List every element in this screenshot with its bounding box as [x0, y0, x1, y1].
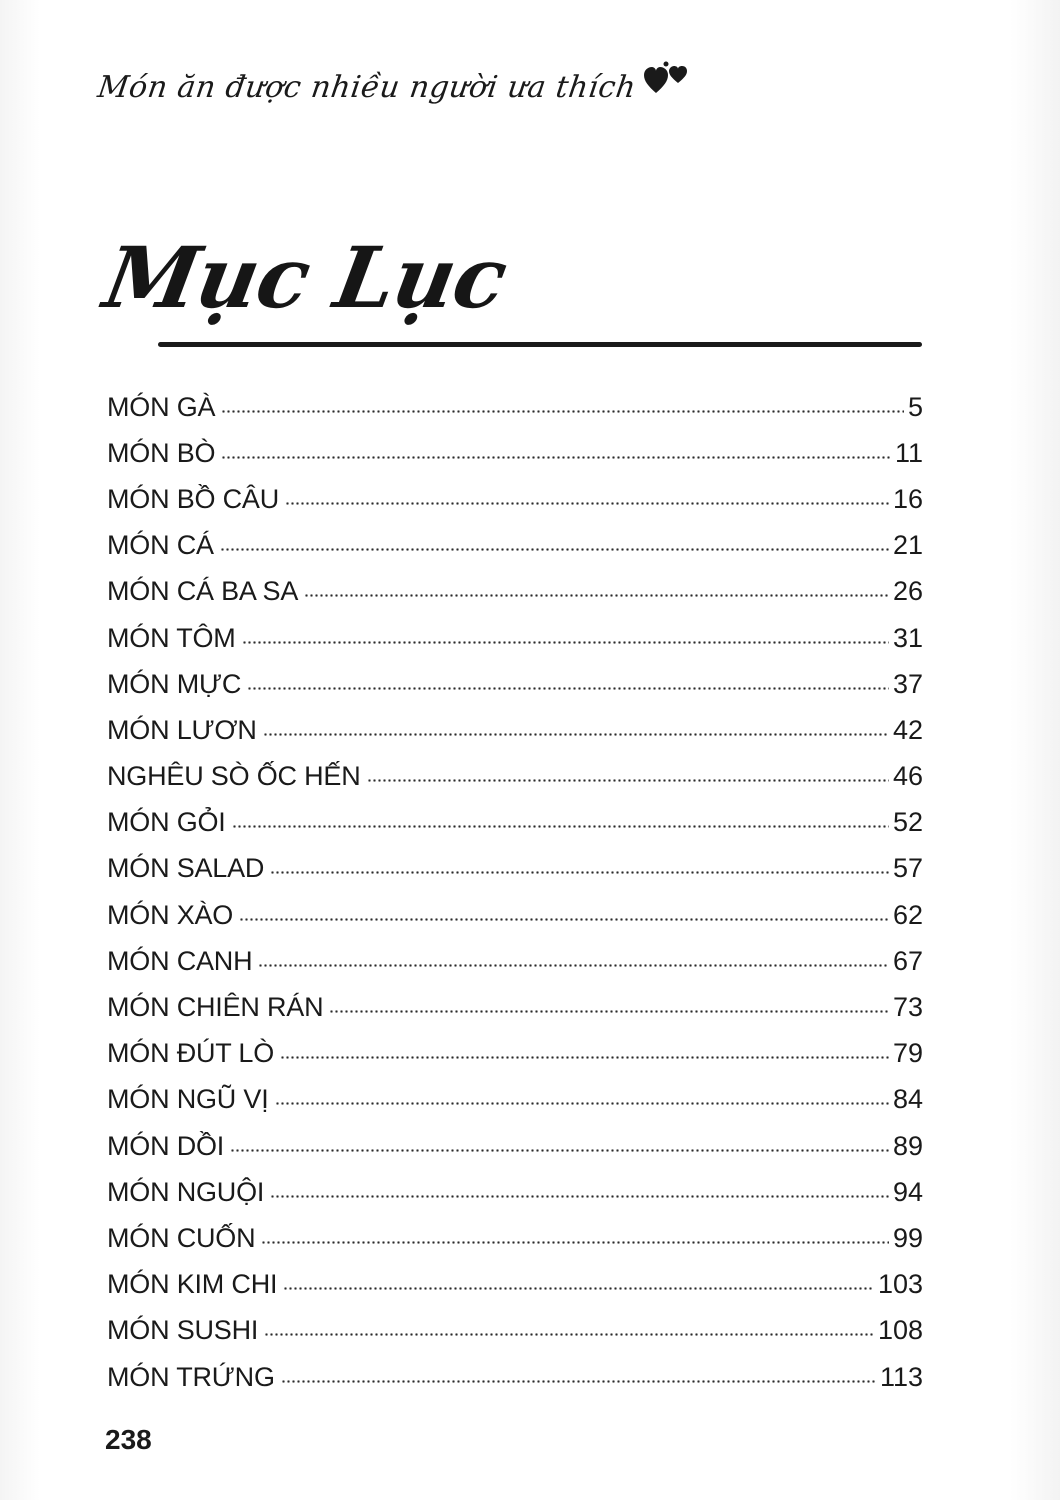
- toc-entry: [107, 523, 923, 569]
- toc-entry-page: 16: [892, 483, 923, 514]
- toc-dot-leader: [230, 1149, 889, 1152]
- running-header: [95, 62, 690, 112]
- toc-entry-label: MÓN GỎI: [107, 807, 226, 838]
- toc-entry: [107, 1031, 923, 1077]
- toc-entry-label: MÓN KIM CHI: [107, 1269, 278, 1300]
- toc-dot-leader: [329, 1010, 889, 1013]
- running-header-title: Món ăn được nhiều người ưa thích: [95, 69, 639, 105]
- toc-entry-page: 73: [892, 992, 923, 1023]
- toc-entry-label: MÓN SALAD: [107, 853, 265, 884]
- toc-entry-label: MÓN CANH: [107, 945, 253, 976]
- toc-entry-label: MÓN CHIÊN RÁN: [107, 992, 324, 1023]
- toc-entry-page: 46: [892, 761, 923, 792]
- toc-entry: [107, 661, 923, 707]
- page-title: Mục Lục: [97, 228, 514, 327]
- toc-entry-label: MÓN SUSHI: [107, 1315, 259, 1346]
- toc-entry: [107, 615, 923, 661]
- toc-dot-leader: [280, 1056, 889, 1059]
- toc-entry-page: 37: [892, 668, 923, 699]
- toc-dot-leader: [263, 733, 889, 736]
- toc-entry: [107, 384, 923, 430]
- toc-entry: [107, 1308, 923, 1354]
- toc-entry-label: MÓN TÔM: [107, 622, 236, 653]
- toc-entry-page: 31: [892, 622, 923, 653]
- toc-dot-leader: [258, 964, 889, 967]
- toc-entry-page: 94: [892, 1176, 923, 1207]
- toc-entry-page: 62: [892, 899, 923, 930]
- page-number: 238: [105, 1424, 152, 1455]
- toc-entry-page: 26: [892, 576, 923, 607]
- toc-dot-leader: [285, 502, 889, 505]
- toc-dot-leader: [239, 918, 889, 921]
- toc-entry-page: 108: [877, 1315, 923, 1346]
- toc-entry: [107, 430, 923, 476]
- toc-entry-page: 89: [892, 1130, 923, 1161]
- toc-entry: [107, 1123, 923, 1169]
- toc-entry-page: 57: [892, 853, 923, 884]
- toc-dot-leader: [264, 1333, 874, 1336]
- toc-entry: [107, 846, 923, 892]
- toc-entry-page: 21: [892, 530, 923, 561]
- toc-entry-label: MÓN MỰC: [107, 668, 242, 699]
- toc-entry-label: MÓN TRỨNG: [107, 1361, 275, 1392]
- hearts-icon: [644, 61, 690, 101]
- toc-entry-label: MÓN NGUỘI: [107, 1176, 265, 1207]
- toc-entry: [107, 1077, 923, 1123]
- toc-entry: [107, 569, 923, 615]
- toc-dot-leader: [242, 641, 889, 644]
- toc-dot-leader: [221, 456, 891, 459]
- toc-entry: [107, 1262, 923, 1308]
- toc-dot-leader: [270, 1195, 889, 1198]
- toc-entry: [107, 892, 923, 938]
- toc-dot-leader: [261, 1241, 889, 1244]
- toc-entry-label: NGHÊU SÒ ỐC HẾN: [107, 761, 361, 792]
- toc-entry: [107, 800, 923, 846]
- toc-entry-page: 84: [892, 1084, 923, 1115]
- toc-dot-leader: [281, 1380, 876, 1383]
- toc-entry-label: MÓN DỒI: [107, 1130, 225, 1161]
- toc-dot-leader: [367, 779, 889, 782]
- toc-entry-label: MÓN BÒ: [107, 437, 216, 468]
- toc-dot-leader: [275, 1102, 889, 1105]
- toc-dot-leader: [221, 410, 904, 413]
- toc-entry: [107, 984, 923, 1030]
- toc-entry: [107, 938, 923, 984]
- toc-entry-page: 103: [877, 1269, 923, 1300]
- toc-entry-page: 42: [892, 714, 923, 745]
- toc-entry-page: 5: [907, 391, 923, 422]
- toc-entry: [107, 1169, 923, 1215]
- toc-dot-leader: [304, 594, 889, 597]
- toc-entry-label: MÓN XÀO: [107, 899, 234, 930]
- table-of-contents: [107, 384, 923, 1400]
- title-underline: [158, 342, 922, 347]
- toc-entry: [107, 707, 923, 753]
- toc-entry: [107, 476, 923, 522]
- toc-entry-label: MÓN ĐÚT LÒ: [107, 1038, 275, 1069]
- toc-entry-page: 99: [892, 1222, 923, 1253]
- toc-dot-leader: [247, 687, 889, 690]
- toc-entry-label: MÓN NGŨ VỊ: [107, 1084, 269, 1115]
- toc-entry-page: 67: [892, 945, 923, 976]
- toc-entry-label: MÓN CÁ BA SA: [107, 576, 299, 607]
- toc-dot-leader: [283, 1287, 874, 1290]
- toc-entry: [107, 754, 923, 800]
- toc-entry-label: MÓN GÀ: [107, 391, 216, 422]
- toc-entry-page: 11: [894, 437, 923, 468]
- toc-dot-leader: [220, 548, 889, 551]
- toc-dot-leader: [232, 825, 889, 828]
- toc-entry: [107, 1354, 923, 1400]
- toc-entry-page: 79: [892, 1038, 923, 1069]
- toc-entry-page: 113: [879, 1361, 923, 1392]
- toc-dot-leader: [270, 871, 889, 874]
- toc-entry-label: MÓN CÁ: [107, 530, 214, 561]
- toc-entry-label: MÓN BỒ CÂU: [107, 483, 280, 514]
- toc-entry-page: 52: [892, 807, 923, 838]
- toc-entry-label: MÓN CUỐN: [107, 1222, 256, 1253]
- toc-entry-label: MÓN LƯƠN: [107, 714, 257, 745]
- toc-entry: [107, 1215, 923, 1261]
